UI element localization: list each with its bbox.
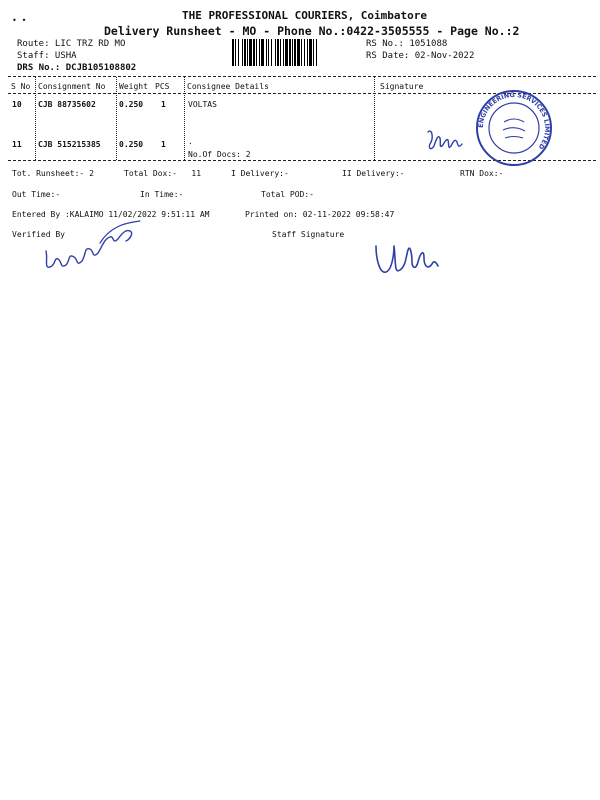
- runsheet-title: Delivery Runsheet - MO - Phone No.:0422-3505555 - Page No.:2: [104, 24, 520, 38]
- entered-by: Entered By :KALAIMO 11/02/2022 9:51:11 AM: [12, 210, 210, 219]
- column-header-sno: S No: [11, 82, 31, 91]
- verified-by: Verified By: [12, 230, 65, 239]
- route-label: Route: LIC TRZ RD MO: [17, 39, 126, 49]
- ii-delivery: II Delivery:-: [342, 169, 405, 178]
- col-divider-3: [184, 77, 185, 160]
- no-of-docs: No.Of Docs: 2: [188, 150, 251, 159]
- rs-number: RS No.: 1051088: [366, 39, 448, 49]
- barcode-bar: [317, 39, 318, 66]
- row-consignee: .: [188, 137, 193, 146]
- col-divider-4: [374, 77, 375, 160]
- company-title: THE PROFESSIONAL COURIERS, Coimbatore: [182, 9, 428, 22]
- column-header-weight: Weight: [119, 82, 148, 91]
- column-header-signature: Signature: [380, 82, 424, 91]
- drs-number: DRS No.: DCJB105108802: [17, 63, 137, 73]
- total-pod: Total POD:-: [261, 190, 314, 199]
- svg-text:ENGINEERING SERVICES LIMITED: ENGINEERING SERVICES LIMITED: [476, 90, 552, 151]
- column-header-consignee: Consignee Details: [187, 82, 269, 91]
- receiver-signature: [424, 126, 474, 156]
- col-divider-1: [35, 77, 36, 160]
- staff-label: Staff: USHA: [17, 51, 77, 61]
- row-sno: 10: [12, 100, 22, 109]
- staff-signature: [372, 240, 442, 280]
- verified-signature: [40, 217, 150, 272]
- company-stamp: [474, 88, 554, 168]
- row-pcs: 1: [161, 100, 166, 109]
- rtn-dox: RTN Dox:-: [460, 169, 504, 178]
- corner-mark: • •: [12, 16, 27, 25]
- staff-signature-label: Staff Signature: [272, 230, 345, 239]
- rs-date: RS Date: 02-Nov-2022: [366, 51, 475, 61]
- tot-runsheet: Tot. Runsheet:- 2: [12, 169, 94, 178]
- row-sno: 11: [12, 140, 22, 149]
- table-top-rule: [8, 76, 596, 77]
- out-time: Out Time:-: [12, 190, 61, 199]
- row-consignee: VOLTAS: [188, 100, 217, 109]
- col-divider-2: [116, 77, 117, 160]
- column-header-consignment: Consignment No: [38, 82, 106, 91]
- printed-on: Printed on: 02-11-2022 09:58:47: [245, 210, 395, 219]
- i-delivery: I Delivery:-: [231, 169, 289, 178]
- in-time: In Time:-: [140, 190, 184, 199]
- total-dox: Total Dox:- 11: [124, 169, 202, 178]
- row-weight: 0.250: [119, 100, 144, 109]
- row-consignment: CJB 515215385: [38, 140, 101, 149]
- column-header-pcs: PCS: [155, 82, 170, 91]
- row-pcs: 1: [161, 140, 166, 149]
- row-weight: 0.250: [119, 140, 144, 149]
- row-consignment: CJB 88735602: [38, 100, 96, 109]
- barcode: [232, 39, 358, 66]
